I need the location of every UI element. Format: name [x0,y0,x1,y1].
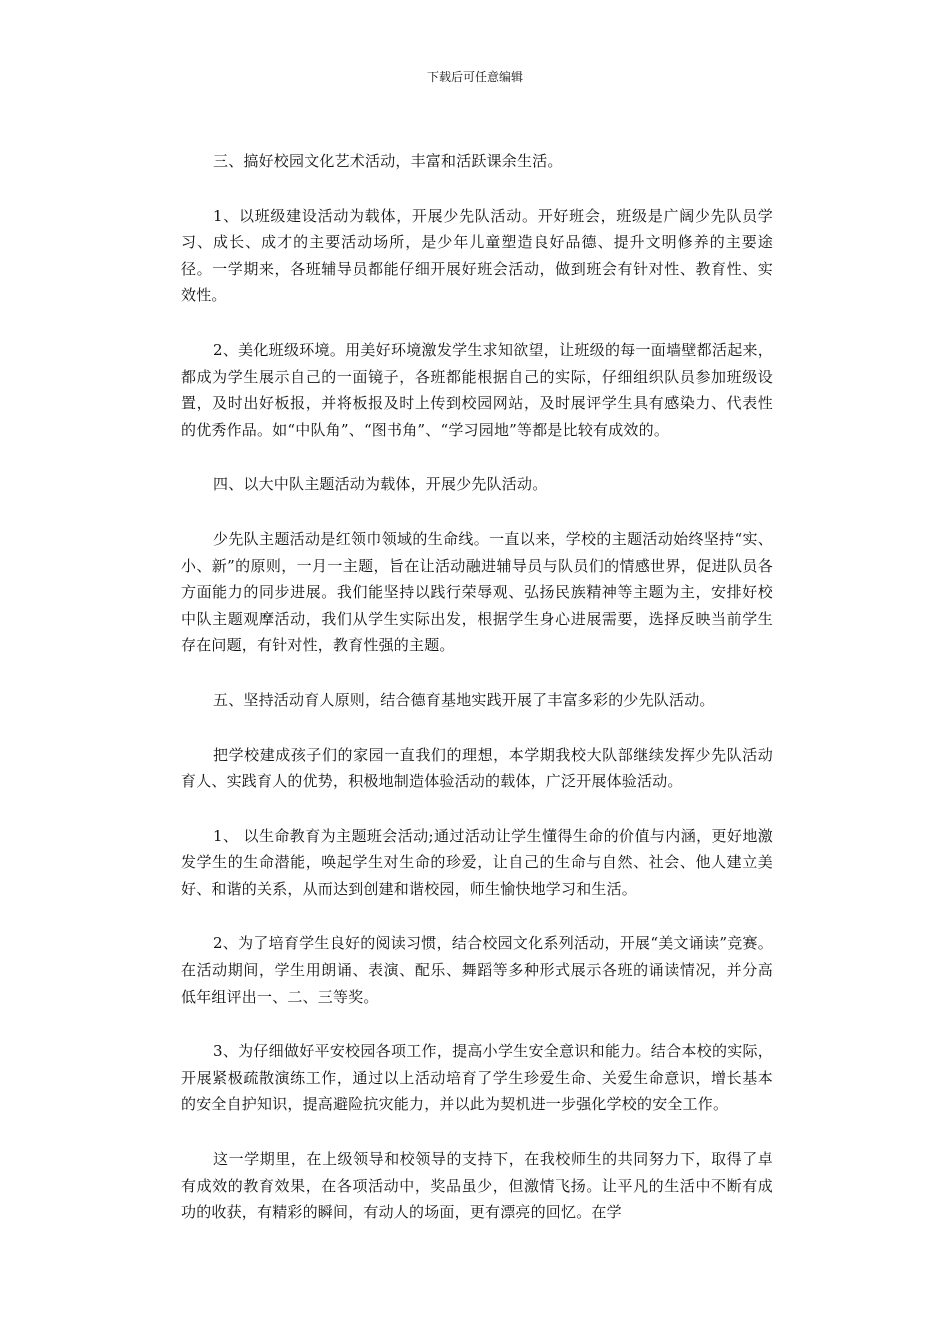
document-body [181,148,773,1254]
paragraph: 3、为仔细做好平安校园各项工作，提高小学生安全意识和能力。结合本校的实际，开展紧极疏散演练工作，通过以上活动培育了学生珍爱生命、关爱生命意识，增长基本的安全自护知识，提高避险抗灾能力，并以此为契机进一步强化学校的安全工作。 [181,1042,773,1114]
section-heading-3: 三、搞好校园文化艺术活动，丰富和活跃课余生活。 [213,152,563,170]
paragraph: 这一学期里，在上级领导和校领导的支持下，在我校师生的共同努力下，取得了卓有成效的教育效果，在各项活动中，奖品虽少，但激情飞扬。让平凡的生活中不断有成功的收获，有精彩的瞬间，有动人的场面，更有漂亮的回忆。在学 [181,1150,773,1222]
page-header: 下载后可任意编辑 [426,70,523,84]
section-heading-5: 五、坚持活动育人原则，结合德育基地实践开展了丰富多彩的少先队活动。 [213,690,715,709]
paragraph: 1、以班级建设活动为载体，开展少先队活动。开好班会，班级是广阔少先队员学习、成长、成才的主要活动场所，是少年儿童塑造良好品德、提升文明修养的主要途径。一学期来，各班辅导员都能仔细开展好班会活动，做到班会有针对性、教育性、实效性。 [181,206,773,305]
paragraph: 2、为了培育学生良好的阅读习惯，结合校园文化系列活动，开展“美文诵读”竞赛。在活动期间，学生用朗诵、表演、配乐、舞蹈等多种形式展示各班的诵读情况，并分高低年组评出一、二、三等奖。 [181,934,773,1006]
section-heading-4: 四、以大中队主题活动为载体，开展少先队活动。 [213,475,548,494]
paragraph: 把学校建成孩子们的家园一直我们的理想，本学期我校大队部继续发挥少先队活动育人、实践育人的优势，积极地制造体验活动的载体，广泛开展体验活动。 [181,745,773,791]
paragraph: 2、美化班级环境。用美好环境激发学生求知欲望，让班级的每一面墙壁都活起来，都成为学生展示自己的一面镜子，各班都能根据自己的实际，仔细组织队员参加班级设置，及时出好板报，并将板报及时上传到校园网站，及时展评学生具有感染力、代表性的优秀作品。如“中队角”、“图书角”、“学习园地”等都是比较有成效的。 [181,340,773,439]
paragraph: 1、 以生命教育为主题班会活动;通过活动让学生懂得生命的价值与内涵，更好地激发学生的生命潜能，唤起学生对生命的珍爱，让自己的生命与自然、社会、他人建立美好、和谐的关系，从而达到创建和谐校园，师生愉快地学习和生活。 [181,826,773,898]
paragraph: 少先队主题活动是红领巾领域的生命线。一直以来，学校的主题活动始终坚持“实、小、新”的原则，一月一主题，旨在让活动融进辅导员与队员们的情感世界，促进队员各方面能力的同步进展。我们能坚持以践行荣辱观、弘扬民族精神等主题为主，安排好校中队主题观摩活动，我们从学生实际出发，根据学生身心进展需要，选择反映当前学生存在问题，有针对性，教育性强的主题。 [181,529,773,655]
